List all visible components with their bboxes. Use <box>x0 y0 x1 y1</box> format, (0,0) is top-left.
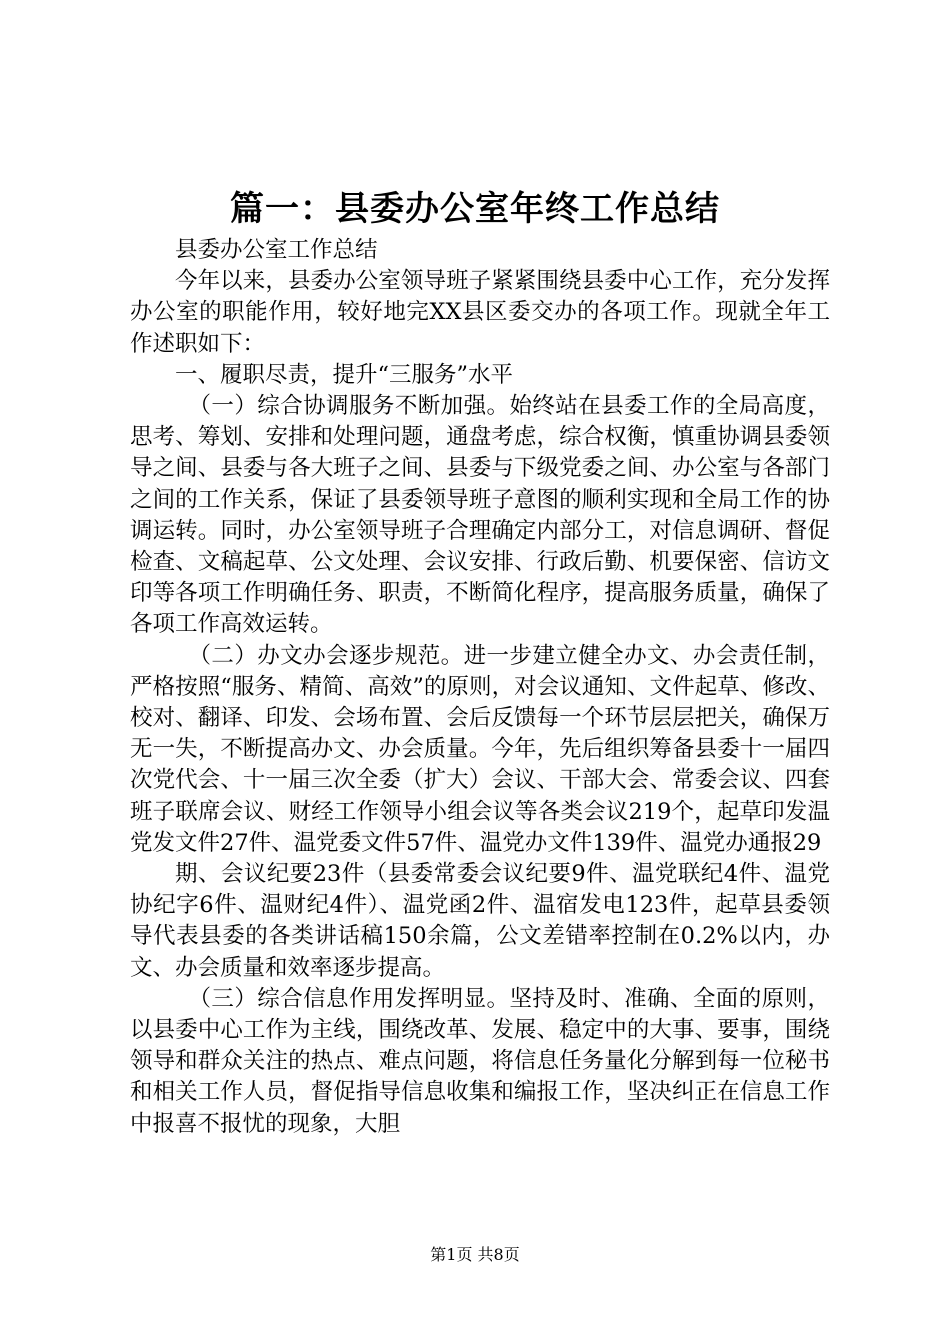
document-title: 篇一：县委办公室年终工作总结 <box>230 189 720 229</box>
document-body <box>130 235 830 1140</box>
section-heading: 一、履职尽责，提升“三服务”水平 <box>175 361 514 388</box>
paragraph-item-2-continued: 期、会议纪要23件（县委常委会议纪要9件、温党联纪4件、温党协纪字6件、温财纪4件）、温党函2件、温宿发电123件，起草县委领导代表县委的各类讲话稿150余篇，公文差错率控制在0.2%以内，办文、办会质量和效率逐步提高。 <box>130 861 830 981</box>
page-number: 第1页 共8页 <box>430 1245 520 1264</box>
paragraph-item-3: （三）综合信息作用发挥明显。坚持及时、准确、全面的原则，以县委中心工作为主线，围绕改革、发展、稳定中的大事、要事，围绕领导和群众关注的热点、难点问题，将信息任务量化分解到每一位秘书和相关工作人员，督促指导信息收集和编报工作，坚决纠正在信息工作中报喜不报忧的现象，大胆 <box>130 985 830 1137</box>
paragraph-subtitle: 县委办公室工作总结 <box>175 237 378 263</box>
paragraph-item-1: （一）综合协调服务不断加强。始终站在县委工作的全局高度，思考、筹划、安排和处理问题，通盘考虑，综合权衡，慎重协调县委领导之间、县委与各大班子之间、县委与下级党委之间、办公室与各部门之间的工作关系，保证了县委领导班子意图的顺利实现和全局工作的协调运转。同时，办公室领导班子合理确定内部分工，对信息调研、督促检查、文稿起草、公文处理、会议安排、行政后勤、机要保密、信访文印等各项工作明确任务、职责，不断简化程序，提高服务质量，确保了各项工作高效运转。 <box>130 393 830 638</box>
paragraph-item-2: （二）办文办会逐步规范。进一步建立健全办文、办会责任制，严格按照“服务、精简、高效”的原则，对会议通知、文件起草、修改、校对、翻译、印发、会场布置、会后反馈每一个环节层层把关，确保万无一失，不断提高办文、办会质量。今年，先后组织筹备县委十一届四次党代会、十一届三次全委（扩大）会议、干部大会、常委会议、四套班子联席会议、财经工作领导小组会议等各类会议219个，起草印发温党发文件27件、温党委文件57件、温党办文件139件、温党办通报29 <box>130 642 830 856</box>
paragraph-intro: 今年以来，县委办公室领导班子紧紧围绕县委中心工作，充分发挥办公室的职能作用，较好地完XX县区委交办的各项工作。现就全年工作述职如下： <box>130 268 830 357</box>
